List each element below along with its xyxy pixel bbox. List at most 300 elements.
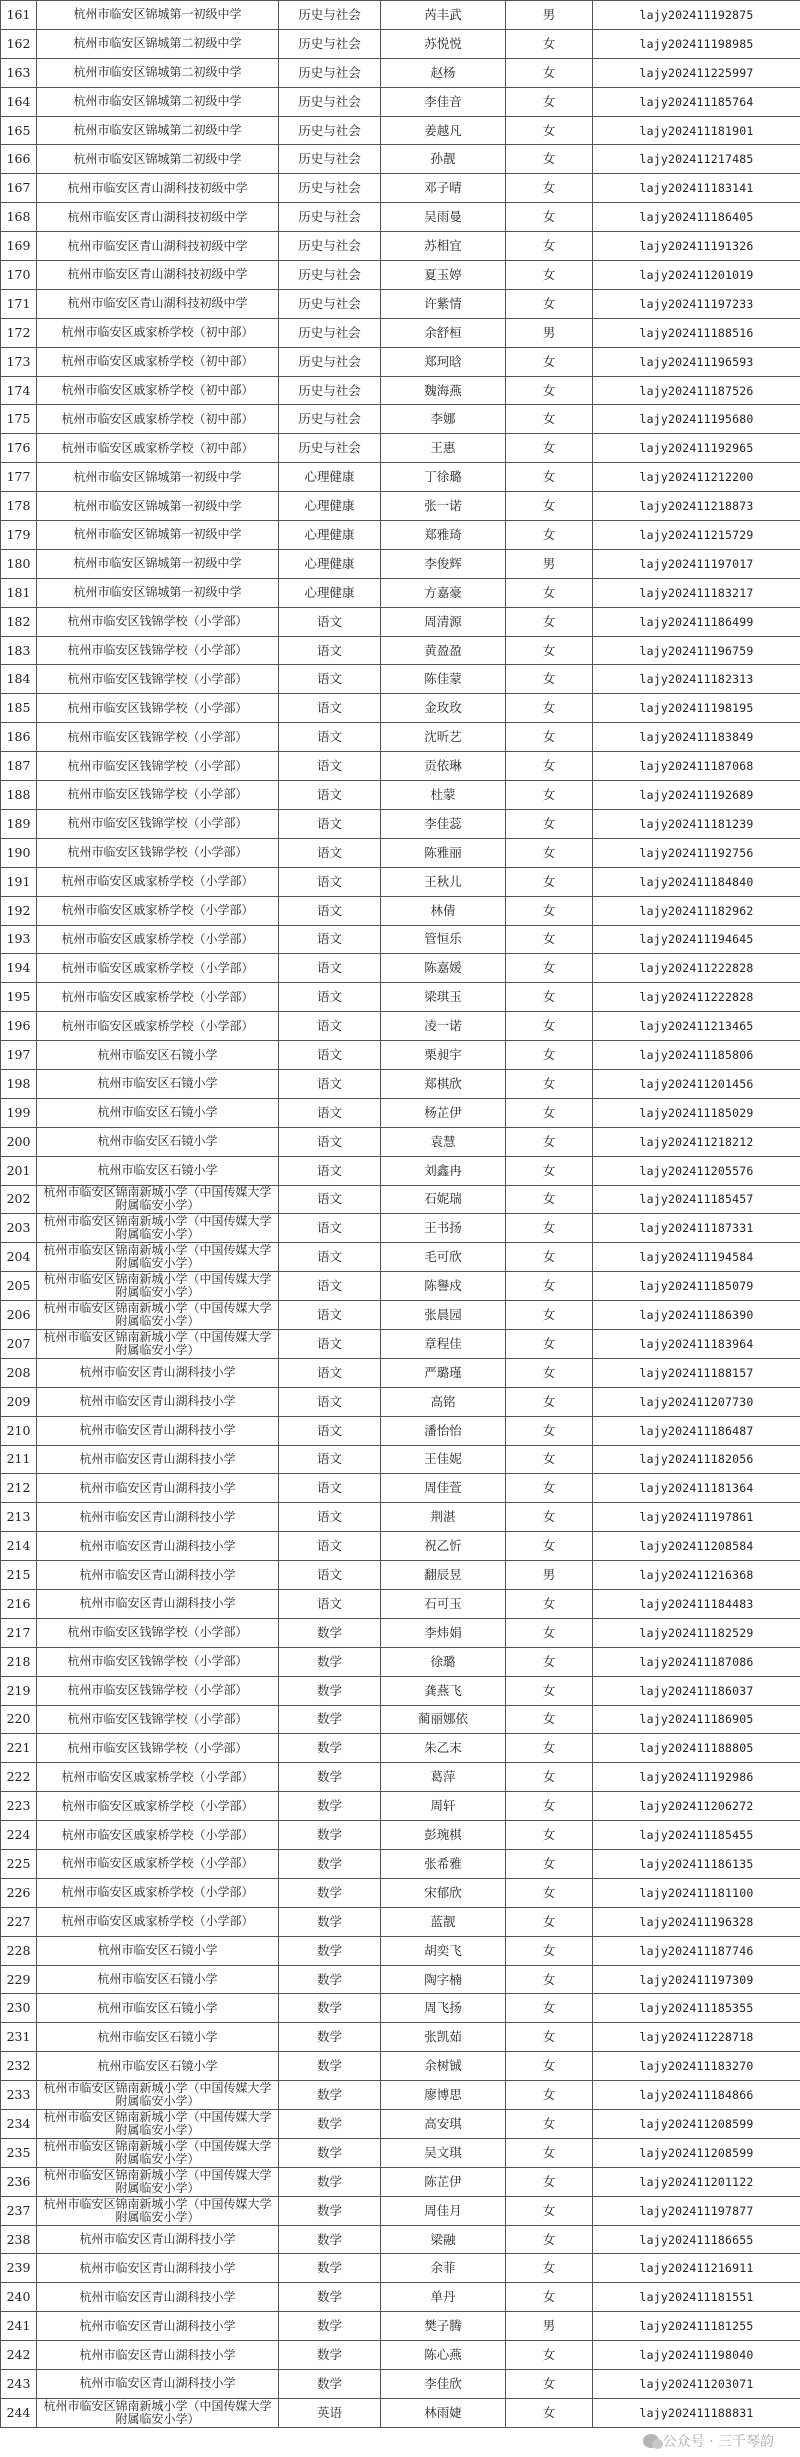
gender-cell: 女 [506, 116, 593, 145]
registration-code-cell: lajy202411181551 [593, 2283, 800, 2312]
subject-cell: 历史与社会 [279, 318, 381, 347]
row-number: 187 [1, 752, 37, 781]
row-number: 188 [1, 781, 37, 810]
table-row [1, 116, 800, 145]
row-number: 161 [1, 1, 37, 30]
gender-cell: 女 [506, 203, 593, 232]
gender-cell: 女 [506, 1272, 593, 1301]
school-cell: 杭州市临安区石镜小学 [37, 1069, 279, 1098]
school-cell: 杭州市临安区青山湖科技初级中学 [37, 261, 279, 290]
school-cell: 杭州市临安区钱锦学校（小学部） [37, 809, 279, 838]
table-row [1, 1127, 800, 1156]
row-number: 181 [1, 578, 37, 607]
subject-cell: 数学 [279, 1734, 381, 1763]
row-number: 164 [1, 87, 37, 116]
table-row [1, 723, 800, 752]
registration-code-cell: lajy202411187331 [593, 1214, 800, 1243]
row-number: 229 [1, 1965, 37, 1994]
school-cell: 杭州市临安区戚家桥学校（小学部） [37, 954, 279, 983]
gender-cell: 女 [506, 58, 593, 87]
registration-code-cell: lajy202411184866 [593, 2081, 800, 2110]
school-cell: 杭州市临安区青山湖科技小学 [37, 2225, 279, 2254]
gender-cell: 女 [506, 636, 593, 665]
table-row [1, 2283, 800, 2312]
table-row [1, 1936, 800, 1965]
gender-cell: 女 [506, 896, 593, 925]
registration-code-cell: lajy202411183141 [593, 174, 800, 203]
name-cell: 毛可欣 [381, 1243, 506, 1272]
table-row [1, 1243, 800, 1272]
school-cell: 杭州市临安区戚家桥学校（小学部） [37, 867, 279, 896]
school-cell: 杭州市临安区戚家桥学校（初中部） [37, 434, 279, 463]
table-row [1, 1445, 800, 1474]
name-cell: 徐璐 [381, 1647, 506, 1676]
table-row [1, 781, 800, 810]
subject-cell: 心理健康 [279, 578, 381, 607]
school-cell: 杭州市临安区石镜小学 [37, 1965, 279, 1994]
gender-cell: 女 [506, 1907, 593, 1936]
subject-cell: 历史与社会 [279, 116, 381, 145]
gender-cell: 女 [506, 2370, 593, 2399]
registration-code-cell: lajy202411182962 [593, 896, 800, 925]
row-number: 173 [1, 347, 37, 376]
gender-cell: 女 [506, 1878, 593, 1907]
row-number: 225 [1, 1850, 37, 1879]
gender-cell: 女 [506, 521, 593, 550]
registration-code-cell: lajy202411181901 [593, 116, 800, 145]
registration-code-cell: lajy202411188831 [593, 2398, 800, 2427]
name-cell: 梁融 [381, 2225, 506, 2254]
table-row [1, 1589, 800, 1618]
name-cell: 李佳音 [381, 87, 506, 116]
row-number: 201 [1, 1156, 37, 1185]
row-number: 194 [1, 954, 37, 983]
registration-code-cell: lajy202411215729 [593, 521, 800, 550]
gender-cell: 男 [506, 318, 593, 347]
gender-cell: 女 [506, 347, 593, 376]
gender-cell: 女 [506, 781, 593, 810]
name-cell: 吴文琪 [381, 2138, 506, 2167]
table-row [1, 1329, 800, 1358]
school-cell: 杭州市临安区戚家桥学校（初中部） [37, 376, 279, 405]
name-cell: 王佳妮 [381, 1445, 506, 1474]
row-number: 206 [1, 1301, 37, 1330]
row-number: 177 [1, 463, 37, 492]
registration-code-cell: lajy202411198195 [593, 694, 800, 723]
gender-cell: 男 [506, 549, 593, 578]
school-cell: 杭州市临安区钱锦学校（小学部） [37, 781, 279, 810]
gender-cell: 女 [506, 87, 593, 116]
subject-cell: 历史与社会 [279, 203, 381, 232]
subject-cell: 语文 [279, 954, 381, 983]
name-cell: 陈譽戍 [381, 1272, 506, 1301]
table-row [1, 1272, 800, 1301]
school-cell: 杭州市临安区钱锦学校（小学部） [37, 694, 279, 723]
subject-cell: 语文 [279, 723, 381, 752]
gender-cell: 女 [506, 983, 593, 1012]
gender-cell: 女 [506, 1850, 593, 1879]
school-cell: 杭州市临安区石镜小学 [37, 2023, 279, 2052]
registration-code-cell: lajy202411197309 [593, 1965, 800, 1994]
table-row [1, 1012, 800, 1041]
row-number: 238 [1, 2225, 37, 2254]
registration-code-cell: lajy202411197233 [593, 289, 800, 318]
row-number: 171 [1, 289, 37, 318]
subject-cell: 心理健康 [279, 492, 381, 521]
subject-cell: 语文 [279, 1156, 381, 1185]
table-row [1, 2138, 800, 2167]
gender-cell: 女 [506, 694, 593, 723]
name-cell: 李炜娟 [381, 1618, 506, 1647]
table-row [1, 405, 800, 434]
name-cell: 凌一诺 [381, 1012, 506, 1041]
gender-cell: 女 [506, 1069, 593, 1098]
name-cell: 龚燕飞 [381, 1676, 506, 1705]
gender-cell: 女 [506, 1821, 593, 1850]
table-row [1, 58, 800, 87]
row-number: 176 [1, 434, 37, 463]
subject-cell: 历史与社会 [279, 29, 381, 58]
table-row [1, 549, 800, 578]
row-number: 228 [1, 1936, 37, 1965]
name-cell: 朱乙末 [381, 1734, 506, 1763]
gender-cell: 女 [506, 578, 593, 607]
gender-cell: 女 [506, 2052, 593, 2081]
table-row [1, 1763, 800, 1792]
table-row [1, 232, 800, 261]
school-cell: 杭州市临安区青山湖科技小学 [37, 1503, 279, 1532]
table-row [1, 983, 800, 1012]
subject-cell: 历史与社会 [279, 289, 381, 318]
registration-code-cell: lajy202411192965 [593, 434, 800, 463]
name-cell: 袁慧 [381, 1127, 506, 1156]
school-cell: 杭州市临安区青山湖科技小学 [37, 1561, 279, 1590]
row-number: 178 [1, 492, 37, 521]
registration-code-cell: lajy202411197877 [593, 2196, 800, 2225]
school-cell: 杭州市临安区青山湖科技小学 [37, 1445, 279, 1474]
row-number: 174 [1, 376, 37, 405]
subject-cell: 数学 [279, 2254, 381, 2283]
table-row [1, 1214, 800, 1243]
school-cell: 杭州市临安区锦南新城小学（中国传媒大学附属临安小学） [37, 1301, 279, 1330]
row-number: 241 [1, 2312, 37, 2341]
table-row [1, 2052, 800, 2081]
subject-cell: 数学 [279, 1965, 381, 1994]
school-cell: 杭州市临安区青山湖科技小学 [37, 2341, 279, 2370]
registration-code-cell: lajy202411225997 [593, 58, 800, 87]
table-row [1, 665, 800, 694]
school-cell: 杭州市临安区锦南新城小学（中国传媒大学附属临安小学） [37, 2138, 279, 2167]
name-cell: 潘怡怡 [381, 1416, 506, 1445]
gender-cell: 女 [506, 1676, 593, 1705]
registration-code-cell: lajy202411216911 [593, 2254, 800, 2283]
name-cell: 沈昕艺 [381, 723, 506, 752]
table-row [1, 1503, 800, 1532]
gender-cell: 女 [506, 2081, 593, 2110]
name-cell: 王书扬 [381, 1214, 506, 1243]
name-cell: 陈心燕 [381, 2341, 506, 2370]
row-number: 172 [1, 318, 37, 347]
gender-cell: 女 [506, 261, 593, 290]
registration-code-cell: lajy202411192689 [593, 781, 800, 810]
school-cell: 杭州市临安区石镜小学 [37, 1098, 279, 1127]
school-cell: 杭州市临安区青山湖科技初级中学 [37, 232, 279, 261]
table-row [1, 867, 800, 896]
row-number: 191 [1, 867, 37, 896]
name-cell: 周清源 [381, 607, 506, 636]
row-number: 202 [1, 1185, 37, 1214]
gender-cell: 女 [506, 925, 593, 954]
subject-cell: 历史与社会 [279, 1, 381, 30]
gender-cell: 女 [506, 809, 593, 838]
school-cell: 杭州市临安区戚家桥学校（小学部） [37, 1763, 279, 1792]
subject-cell: 语文 [279, 1416, 381, 1445]
gender-cell: 女 [506, 954, 593, 983]
subject-cell: 历史与社会 [279, 232, 381, 261]
name-cell: 石可玉 [381, 1589, 506, 1618]
row-number: 207 [1, 1329, 37, 1358]
gender-cell: 女 [506, 2341, 593, 2370]
subject-cell: 语文 [279, 1098, 381, 1127]
registration-code-cell: lajy202411197017 [593, 549, 800, 578]
row-number: 198 [1, 1069, 37, 1098]
registration-code-cell: lajy202411191326 [593, 232, 800, 261]
subject-cell: 历史与社会 [279, 261, 381, 290]
name-cell: 许紫情 [381, 289, 506, 318]
subject-cell: 历史与社会 [279, 434, 381, 463]
subject-cell: 语文 [279, 1214, 381, 1243]
school-cell: 杭州市临安区戚家桥学校（小学部） [37, 1878, 279, 1907]
subject-cell: 语文 [279, 1185, 381, 1214]
row-number: 244 [1, 2398, 37, 2427]
gender-cell: 女 [506, 492, 593, 521]
subject-cell: 语文 [279, 1329, 381, 1358]
gender-cell: 女 [506, 289, 593, 318]
watermark [637, 2429, 780, 2453]
gender-cell: 女 [506, 232, 593, 261]
registration-code-cell: lajy202411187086 [593, 1647, 800, 1676]
school-cell: 杭州市临安区戚家桥学校（小学部） [37, 1821, 279, 1850]
row-number: 213 [1, 1503, 37, 1532]
gender-cell: 女 [506, 723, 593, 752]
registration-code-cell: lajy202411183217 [593, 578, 800, 607]
registration-code-cell: lajy202411185806 [593, 1041, 800, 1070]
gender-cell: 女 [506, 1156, 593, 1185]
subject-cell: 语文 [279, 838, 381, 867]
gender-cell: 男 [506, 1561, 593, 1590]
row-number: 239 [1, 2254, 37, 2283]
name-cell: 陈佳蒙 [381, 665, 506, 694]
gender-cell: 男 [506, 1, 593, 30]
gender-cell: 女 [506, 1474, 593, 1503]
school-cell: 杭州市临安区锦城第二初级中学 [37, 29, 279, 58]
row-number: 217 [1, 1618, 37, 1647]
row-number: 166 [1, 145, 37, 174]
row-number: 243 [1, 2370, 37, 2399]
name-cell: 郑棋欣 [381, 1069, 506, 1098]
name-cell: 王惠 [381, 434, 506, 463]
table-row [1, 1618, 800, 1647]
school-cell: 杭州市临安区钱锦学校（小学部） [37, 1734, 279, 1763]
registration-code-cell: lajy202411181255 [593, 2312, 800, 2341]
table-row [1, 174, 800, 203]
subject-cell: 语文 [279, 781, 381, 810]
subject-cell: 语文 [279, 983, 381, 1012]
name-cell: 张晨园 [381, 1301, 506, 1330]
subject-cell: 语文 [279, 925, 381, 954]
subject-cell: 历史与社会 [279, 174, 381, 203]
gender-cell: 女 [506, 2283, 593, 2312]
subject-cell: 历史与社会 [279, 87, 381, 116]
registration-code-cell: lajy202411218212 [593, 1127, 800, 1156]
table-row [1, 896, 800, 925]
school-cell: 杭州市临安区青山湖科技小学 [37, 1387, 279, 1416]
name-cell: 严璐瑾 [381, 1358, 506, 1387]
row-number: 197 [1, 1041, 37, 1070]
gender-cell: 女 [506, 1792, 593, 1821]
school-cell: 杭州市临安区青山湖科技初级中学 [37, 289, 279, 318]
subject-cell: 数学 [279, 1907, 381, 1936]
school-cell: 杭州市临安区戚家桥学校（小学部） [37, 925, 279, 954]
name-cell: 翻辰昱 [381, 1561, 506, 1590]
subject-cell: 心理健康 [279, 549, 381, 578]
gender-cell: 男 [506, 2312, 593, 2341]
registration-code-cell: lajy202411183964 [593, 1329, 800, 1358]
school-cell: 杭州市临安区锦南新城小学（中国传媒大学附属临安小学） [37, 2196, 279, 2225]
registration-code-cell: lajy202411212200 [593, 463, 800, 492]
row-number: 185 [1, 694, 37, 723]
gender-cell: 女 [506, 1994, 593, 2023]
name-cell: 高安琪 [381, 2110, 506, 2139]
school-cell: 杭州市临安区青山湖科技小学 [37, 1532, 279, 1561]
subject-cell: 数学 [279, 1705, 381, 1734]
table-row [1, 261, 800, 290]
school-cell: 杭州市临安区锦城第一初级中学 [37, 492, 279, 521]
row-number: 227 [1, 1907, 37, 1936]
name-cell: 单丹 [381, 2283, 506, 2312]
row-number: 230 [1, 1994, 37, 2023]
subject-cell: 心理健康 [279, 521, 381, 550]
name-cell: 姜越凡 [381, 116, 506, 145]
row-number: 165 [1, 116, 37, 145]
school-cell: 杭州市临安区钱锦学校（小学部） [37, 1618, 279, 1647]
school-cell: 杭州市临安区锦城第一初级中学 [37, 1, 279, 30]
name-cell: 黄盈盈 [381, 636, 506, 665]
subject-cell: 数学 [279, 1763, 381, 1792]
subject-cell: 数学 [279, 2312, 381, 2341]
row-number: 240 [1, 2283, 37, 2312]
name-cell: 蔺丽娜依 [381, 1705, 506, 1734]
row-number: 162 [1, 29, 37, 58]
name-cell: 赵杨 [381, 58, 506, 87]
name-cell: 邓子晴 [381, 174, 506, 203]
registration-code-cell: lajy202411197861 [593, 1503, 800, 1532]
row-number: 184 [1, 665, 37, 694]
table-row [1, 1907, 800, 1936]
row-number: 221 [1, 1734, 37, 1763]
gender-cell: 女 [506, 1532, 593, 1561]
gender-cell: 女 [506, 1358, 593, 1387]
gender-cell: 女 [506, 405, 593, 434]
registration-code-cell: lajy202411185764 [593, 87, 800, 116]
name-cell: 张希雅 [381, 1850, 506, 1879]
school-cell: 杭州市临安区锦南新城小学（中国传媒大学附属临安小学） [37, 1272, 279, 1301]
row-number: 203 [1, 1214, 37, 1243]
school-cell: 杭州市临安区青山湖科技小学 [37, 2283, 279, 2312]
registration-code-cell: lajy202411188157 [593, 1358, 800, 1387]
table-row [1, 809, 800, 838]
registration-code-cell: lajy202411196593 [593, 347, 800, 376]
school-cell: 杭州市临安区石镜小学 [37, 1127, 279, 1156]
school-cell: 杭州市临安区锦南新城小学（中国传媒大学附属临安小学） [37, 1243, 279, 1272]
registration-code-cell: lajy202411186390 [593, 1301, 800, 1330]
name-cell: 余舒桓 [381, 318, 506, 347]
school-cell: 杭州市临安区锦南新城小学（中国传媒大学附属临安小学） [37, 2398, 279, 2427]
registration-code-cell: lajy202411216368 [593, 1561, 800, 1590]
table-row [1, 838, 800, 867]
registration-code-cell: lajy202411201019 [593, 261, 800, 290]
gender-cell: 女 [506, 2398, 593, 2427]
gender-cell: 女 [506, 752, 593, 781]
registration-code-cell: lajy202411222828 [593, 954, 800, 983]
subject-cell: 数学 [279, 2341, 381, 2370]
row-number: 175 [1, 405, 37, 434]
school-cell: 杭州市临安区戚家桥学校（小学部） [37, 1850, 279, 1879]
subject-cell: 数学 [279, 1994, 381, 2023]
gender-cell: 女 [506, 1734, 593, 1763]
row-number: 224 [1, 1821, 37, 1850]
school-cell: 杭州市临安区戚家桥学校（小学部） [37, 983, 279, 1012]
school-cell: 杭州市临安区钱锦学校（小学部） [37, 665, 279, 694]
table-row [1, 2081, 800, 2110]
registration-code-cell: lajy202411201456 [593, 1069, 800, 1098]
table-row [1, 1647, 800, 1676]
row-number: 242 [1, 2341, 37, 2370]
name-cell: 周飞扬 [381, 1994, 506, 2023]
candidate-table-body [1, 1, 800, 2428]
table-row [1, 1676, 800, 1705]
registration-code-cell: lajy202411196759 [593, 636, 800, 665]
registration-code-cell: lajy202411182529 [593, 1618, 800, 1647]
row-number: 170 [1, 261, 37, 290]
school-cell: 杭州市临安区戚家桥学校（小学部） [37, 1792, 279, 1821]
subject-cell: 历史与社会 [279, 145, 381, 174]
registration-code-cell: lajy202411192986 [593, 1763, 800, 1792]
gender-cell: 女 [506, 1589, 593, 1618]
school-cell: 杭州市临安区戚家桥学校（小学部） [37, 1012, 279, 1041]
table-row [1, 492, 800, 521]
registration-code-cell: lajy202411185029 [593, 1098, 800, 1127]
registration-code-cell: lajy202411207730 [593, 1387, 800, 1416]
registration-code-cell: lajy202411205576 [593, 1156, 800, 1185]
subject-cell: 语文 [279, 1561, 381, 1590]
school-cell: 杭州市临安区钱锦学校（小学部） [37, 1676, 279, 1705]
gender-cell: 女 [506, 1185, 593, 1214]
registration-code-cell: lajy202411206272 [593, 1792, 800, 1821]
name-cell: 孙靓 [381, 145, 506, 174]
row-number: 211 [1, 1445, 37, 1474]
table-row [1, 1358, 800, 1387]
subject-cell: 数学 [279, 2110, 381, 2139]
subject-cell: 数学 [279, 1936, 381, 1965]
school-cell: 杭州市临安区锦城第一初级中学 [37, 549, 279, 578]
row-number: 218 [1, 1647, 37, 1676]
subject-cell: 语文 [279, 1243, 381, 1272]
subject-cell: 语文 [279, 1272, 381, 1301]
name-cell: 梁琪玉 [381, 983, 506, 1012]
table-row [1, 2370, 800, 2399]
table-row [1, 578, 800, 607]
